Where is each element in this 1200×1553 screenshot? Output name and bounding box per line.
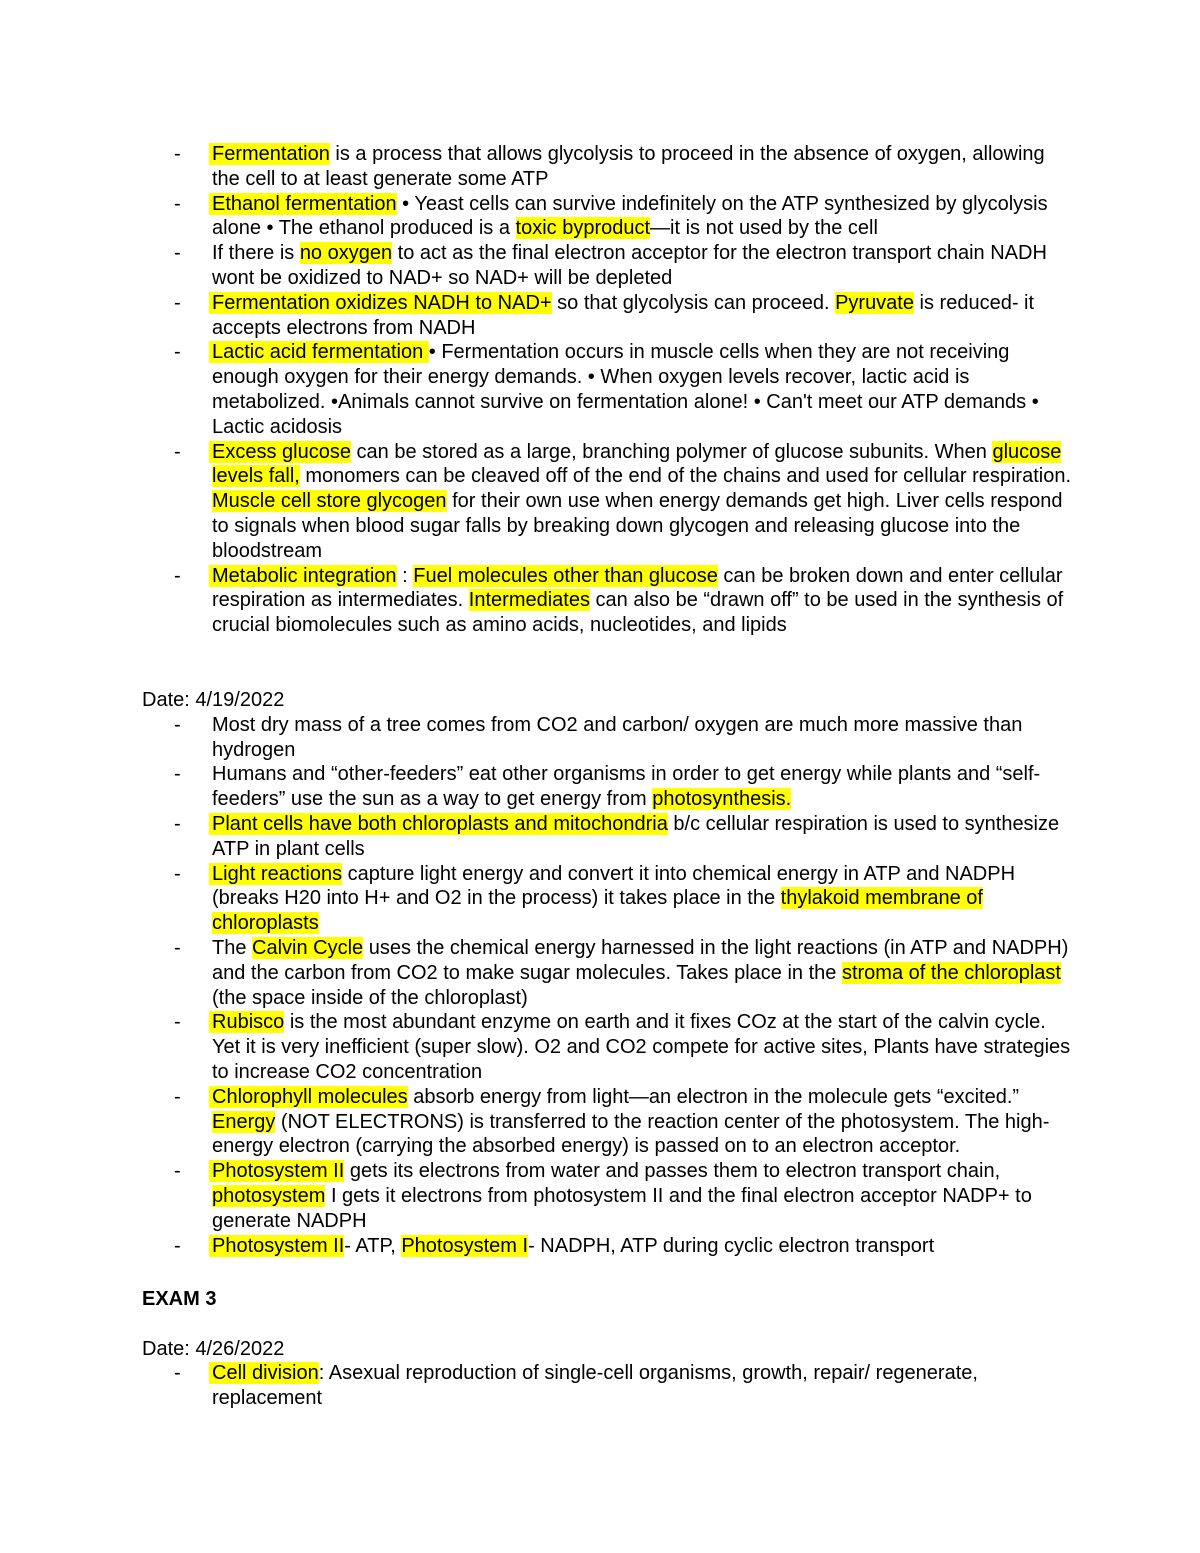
blank-line — [142, 1312, 1072, 1337]
note-text: : — [396, 564, 414, 587]
note-item — [142, 440, 1072, 564]
note-item — [142, 1085, 1072, 1159]
fermentation-notes-section — [142, 142, 1072, 638]
highlighted-term: Metabolic integration — [209, 565, 397, 587]
note-text: uses the chemical energy harnessed in the light reactions (in ATP and NADPH) and the carbon from CO2 to make sugar molecules. Takes place in the — [212, 936, 1069, 984]
note-text: is a process that allows glycolysis to proceed in the absence of oxygen, allowing the cell to at least generate some ATP — [212, 143, 1045, 190]
highlighted-term: Photosystem II — [209, 1235, 344, 1257]
highlighted-term: Lactic acid fermentation — [209, 341, 429, 363]
highlighted-term: Pyruvate — [835, 291, 914, 314]
note-list — [142, 713, 1072, 1259]
note-text: (NOT ELECTRONS) is transferred to the reaction center of the photosystem. The high-energy electron (carrying the absorbed energy) is passed on to an electron acceptor. — [212, 1110, 1050, 1158]
highlighted-term: Plant cells have both chloroplasts and mitochondria — [209, 813, 668, 835]
note-text: I gets it electrons from photosystem II and the final electron acceptor NADP+ to generate NADPH — [212, 1184, 1032, 1232]
highlighted-term: Photosystem II — [209, 1160, 344, 1182]
note-text: can also be “drawn off” to be used in the synthesis of crucial biomolecules such as amino acids, nucleotides, and lipids — [212, 589, 1064, 637]
highlighted-term: Light reactions — [209, 863, 342, 885]
section-date: Date: 4/19/2022 — [142, 689, 285, 711]
highlighted-term: Rubisco — [209, 1011, 284, 1033]
note-text: Most dry mass of a tree comes from CO2 and carbon/ oxygen are much more massive than hydrogen — [212, 713, 1023, 761]
note-text: (the space inside of the chloroplast) — [212, 986, 528, 1009]
note-item — [142, 241, 1072, 291]
note-text: If there is — [212, 242, 300, 265]
note-text: b/c cellular respiration is used to synthesize ATP in plant cells — [212, 812, 1060, 860]
highlighted-term: Excess glucose — [209, 441, 351, 463]
highlighted-term: photosynthesis. — [652, 788, 792, 811]
note-item — [142, 340, 1072, 439]
note-text: - ATP, — [344, 1234, 402, 1257]
note-list — [142, 142, 1072, 638]
highlighted-term: Calvin Cycle — [252, 936, 364, 959]
note-item — [142, 142, 1072, 192]
note-text: The — [212, 936, 253, 959]
note-text: can be broken down and enter cellular respiration as intermediates. — [212, 564, 1063, 612]
note-text: gets its electrons from water and passes them to electron transport chain, — [344, 1160, 1001, 1183]
note-text: for their own use when energy demands get high. Liver cells respond to signals when blood sugar falls by breaking down glycogen and releasing glucose into the bloodstream — [212, 490, 1063, 562]
note-text: so that glycolysis can proceed. — [551, 291, 836, 314]
highlighted-term: Muscle cell store glycogen — [212, 490, 447, 513]
note-text: is reduced- it accepts electrons from NADH — [212, 291, 1035, 339]
photosynthesis-notes-section — [142, 688, 1072, 1258]
highlighted-term: glucose levels fall, — [212, 440, 1062, 488]
note-item — [142, 713, 1072, 763]
highlighted-term: Ethanol fermentation — [209, 193, 397, 215]
note-item — [142, 862, 1072, 936]
highlighted-term: Cell division — [209, 1362, 319, 1384]
highlighted-term: Chlorophyll molecules — [209, 1086, 408, 1108]
note-item — [142, 1361, 1072, 1411]
highlighted-term: thylakoid membrane of chloroplasts — [212, 887, 983, 935]
note-text: is the most abundant enzyme on earth and it fixes COz at the start of the calvin cycle. Yet it is very inefficient (super slow). O2 and CO2 compete for active sites, Plants have strategies to increase CO2 concentration — [212, 1011, 1071, 1083]
note-list — [142, 1361, 1072, 1411]
note-text: capture light energy and convert it into chemical energy in ATP and NADPH (breaks H20 into H+ and O2 in the process) it takes place in the — [212, 862, 1016, 910]
note-item — [142, 1159, 1072, 1233]
exam-heading: EXAM 3 — [142, 1288, 217, 1310]
note-item — [142, 812, 1072, 862]
exam3-section — [142, 1287, 1072, 1411]
highlighted-term: Fermentation oxidizes NADH to NAD+ — [209, 292, 552, 314]
note-text: to act as the final electron acceptor for the electron transport chain NADH wont be oxidized to NAD+ so NAD+ will be depleted — [212, 242, 1047, 289]
note-item — [142, 936, 1072, 1010]
section-date: Date: 4/26/2022 — [142, 1337, 285, 1360]
note-text: Humans and “other-feeders” eat other organisms in order to get energy while plants and “self-feeders” use the sun as a way to get energy from — [212, 763, 1041, 811]
highlighted-term: no oxygen — [299, 242, 393, 265]
highlighted-term: photosystem — [212, 1184, 326, 1207]
highlighted-term: Intermediates — [468, 589, 590, 612]
note-item — [142, 1010, 1072, 1084]
note-text: : Asexual reproduction of single-cell organisms, growth, repair/ regenerate, replacement — [212, 1362, 978, 1410]
note-text: absorb energy from light—an electron in the molecule gets “excited.” — [407, 1085, 1020, 1108]
note-text: - NADPH, ATP during cyclic electron transport — [528, 1234, 935, 1257]
note-item — [142, 762, 1072, 812]
note-item — [142, 291, 1072, 341]
note-item — [142, 192, 1072, 242]
highlighted-term: Photosystem I — [401, 1234, 529, 1257]
note-text: monomers can be cleaved off of the end of the chains and used for cellular respiration. — [299, 465, 1072, 488]
highlighted-term: toxic byproduct — [515, 217, 651, 240]
highlighted-term: stroma of the chloroplast — [841, 961, 1061, 984]
highlighted-term: Fermentation — [209, 143, 330, 165]
note-item — [142, 564, 1072, 638]
note-text: • Yeast cells can survive indefinitely on the ATP synthesized by glycolysis alone • The ethanol produced is a — [212, 192, 1048, 240]
note-text: • Fermentation occurs in muscle cells when they are not receiving enough oxygen for their energy demands. • When oxygen levels recover, lactic acid is metabolized. •Animals cannot survive on fermentation alone! • Can't meet our ATP demands • Lactic acidosis — [212, 341, 1039, 438]
note-text: —it is not used by the cell — [650, 217, 878, 240]
note-item — [142, 1234, 1072, 1259]
highlighted-term: Energy — [212, 1110, 276, 1133]
note-text: can be stored as a large, branching polymer of glucose subunits. When — [350, 440, 993, 463]
highlighted-term: Fuel molecules other than glucose — [413, 564, 718, 587]
